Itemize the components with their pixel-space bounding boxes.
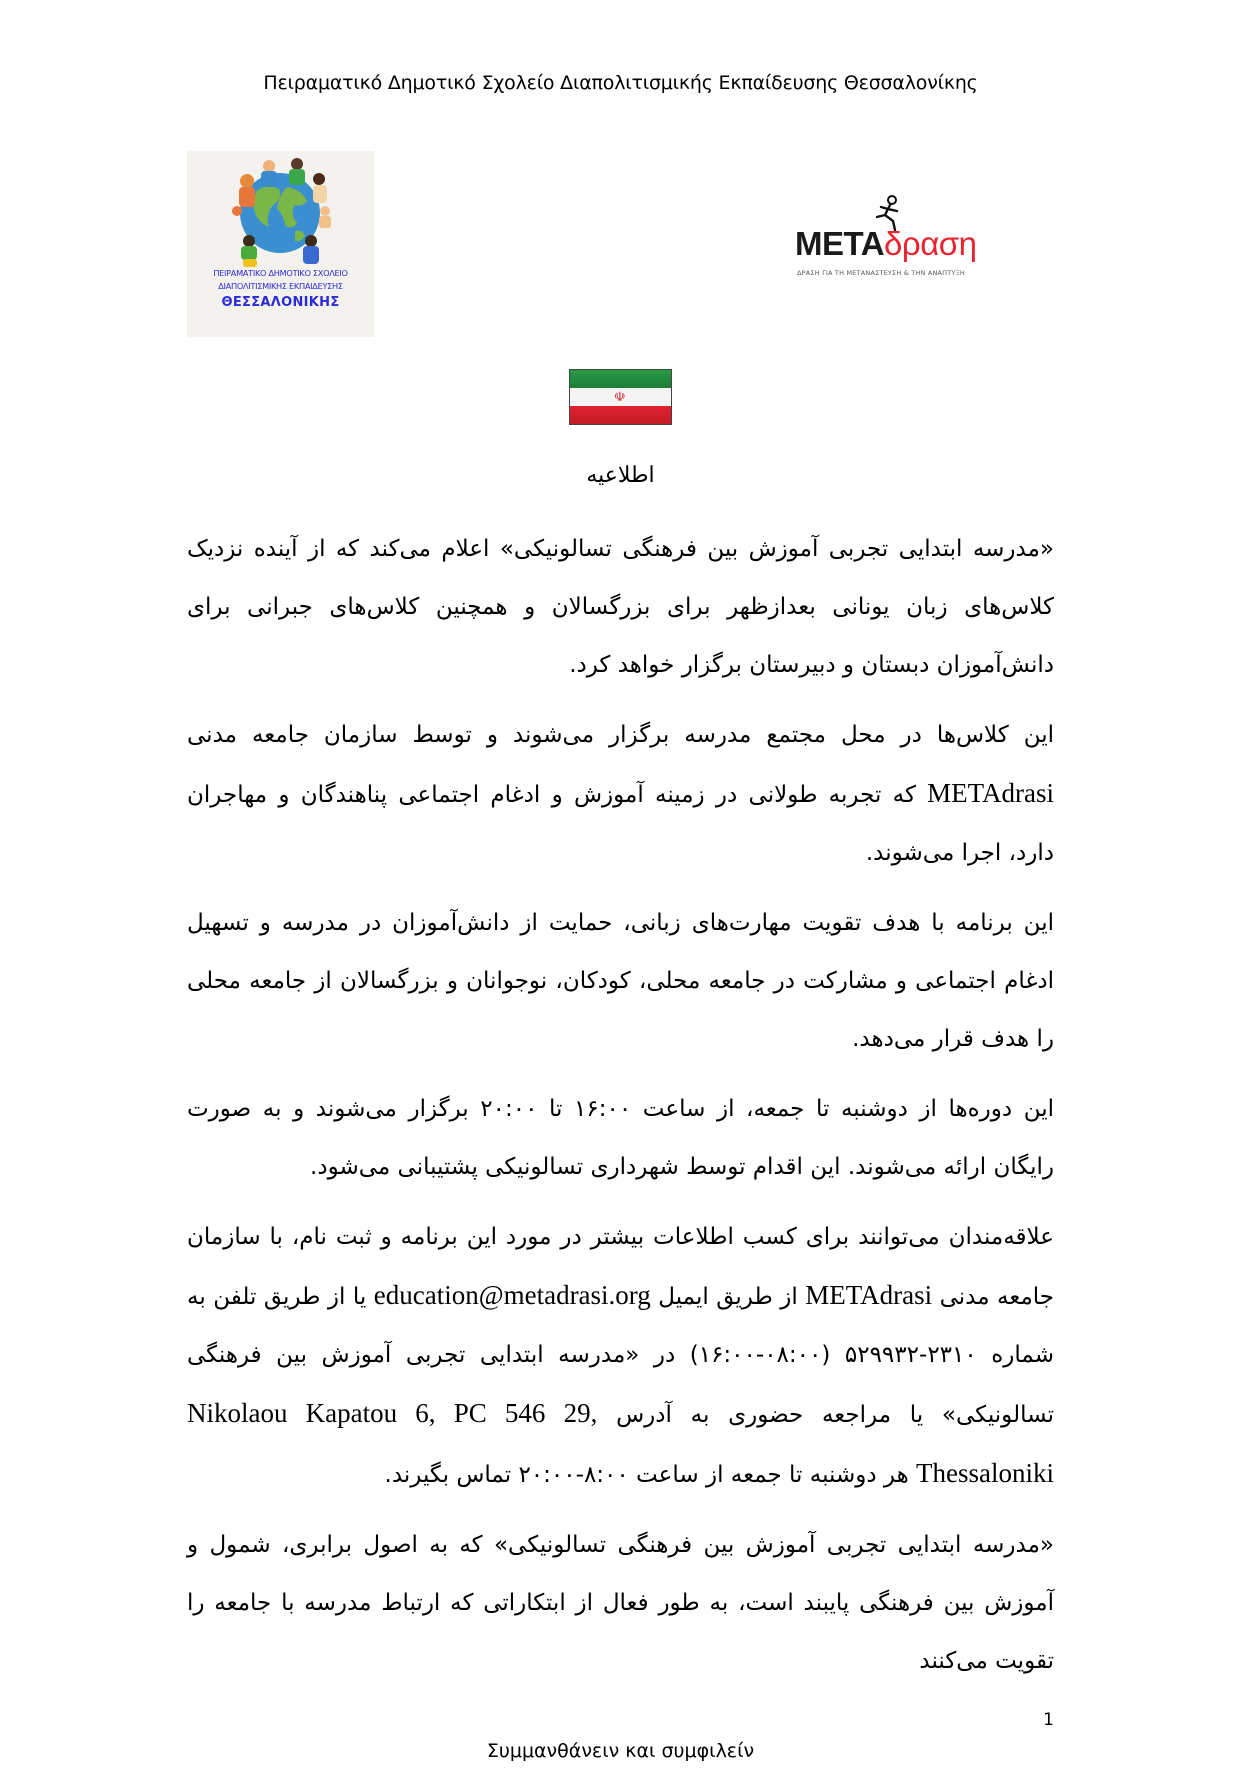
metadrasi-tagline: ΔΡΑΣΗ ΓΙΑ ΤΗ ΜΕΤΑΝΑΣΤΕΥΣΗ & ΤΗΝ ΑΝΑΠΤΥΞΗ [797, 269, 966, 277]
paragraph-6-text: «مدرسه ابتدایی تجربی آموزش بین فرهنگی تسالونیکی» که به اصول برابری، شمول و آموزش بین فرهنگی پایبند است، به طور فعال از ابتکاراتی که ارتباط مدرسه با جامعه را تقویت می‌کنند [187, 1532, 1054, 1674]
paragraph-3 [187, 894, 1054, 1068]
paragraph-4-text: این دوره‌ها از دوشنبه تا جمعه، از ساعت ۱۶:۰۰ تا ۲۰:۰۰ برگزار می‌شوند و به صورت رایگان ارائه می‌شوند. این اقدام توسط شهرداری تسالونیکی پشتیبانی می‌شود. [187, 1096, 1054, 1180]
paragraph-2-part-b: که تجربه طولانی در زمینه آموزش و ادغام اجتماعی پناهندگان و مهاجران دارد، اجرا می‌شوند. [187, 782, 1054, 866]
metadrasi-word-red: δραση [884, 225, 977, 262]
metadrasi-wordmark [795, 225, 977, 263]
page-number: 1 [1043, 1710, 1054, 1730]
page-footer-area [187, 1710, 1054, 1770]
paragraph-2 [187, 706, 1054, 882]
document-body [187, 520, 1054, 1770]
org-name: METAdrasi [927, 778, 1054, 808]
paragraph-5-part-b: از طریق ایمیل [650, 1284, 806, 1310]
metadrasi-logo [795, 195, 1005, 285]
document-footer: Συμμανθάνειν και συμφιλείν [486, 1740, 755, 1762]
org-name: METAdrasi [805, 1280, 933, 1310]
paragraph-2-text [187, 706, 1054, 882]
email-link[interactable]: education@metadrasi.org [373, 1280, 651, 1310]
school-logo-line-3: ΘΕΣΣΑΛΟΝΙΚΗΣ [221, 295, 340, 310]
paragraph-5-part-a: علاقه‌مندان می‌توانند برای کسب اطلاعات بیشتر در مورد این برنامه و ثبت نام، با سازمان جامعه مدنی [187, 1224, 1054, 1310]
flag-emblem-icon: ☫ [614, 388, 626, 404]
school-logo-line-2: ΔΙΑΠΟΛΙΤΙΣΜΙΚΗΣ ΕΚΠΑΙΔΕΥΣΗΣ [218, 281, 343, 291]
globe-children-circle-icon [187, 151, 374, 271]
paragraph-5 [187, 1208, 1054, 1504]
iran-flag-icon [569, 369, 672, 425]
document-title: اطلاعیه [586, 462, 655, 487]
paragraph-1-text: «مدرسه ابتدایی تجربی آموزش بین فرهنگی تسالونیکی» اعلام می‌کند که از آینده نزدیک کلاس‌های زبان یونانی بعدازظهر برای بزرگسالان و همچنین کلاس‌های جبرانی برای دانش‌آموزان دبستان و دبیرستان برگزار خواهد کرد. [187, 536, 1054, 678]
paragraph-2-part-a: این کلاس‌ها در محل مجتمع مدرسه برگزار می‌شوند و توسط سازمان جامعه مدنی [187, 722, 1054, 748]
paragraph-4 [187, 1080, 1054, 1196]
school-logo [187, 151, 374, 337]
paragraph-5-text [187, 1208, 1054, 1504]
flag-red-stripe [570, 406, 671, 424]
flag-green-stripe [570, 370, 671, 388]
paragraph-6 [187, 1516, 1054, 1690]
metadrasi-word-black: META [795, 225, 885, 262]
paragraph-3-text: این برنامه با هدف تقویت مهارت‌های زبانی، حمایت از دانش‌آموزان در مدرسه و تسهیل ادغام اجتماعی و مشارکت در جامعه محلی، کودکان، نوجوانان و بزرگسالان از جامعه محلی را هدف قرار می‌دهد. [187, 910, 1054, 1052]
paragraph-5-part-c: یا از طریق تلفن به شماره ۲۳۱۰-۵۲۹۹۳۲ (۰۸:۰۰-۱۶:۰۰) در «مدرسه ابتدایی تجربی آموزش بین فرهنگی تسالونیکی» یا مراجعه حضوری به آدرس [187, 1284, 1054, 1428]
document-header: Πειραματικό Δημοτικό Σχολείο Διαπολιτισμικής Εκπαίδευσης Θεσσαλονίκης [263, 72, 978, 94]
flag-white-stripe [570, 388, 671, 406]
address: Nikolaou Kapatou 6, PC 546 29, Thessaloniki [187, 1398, 1054, 1488]
paragraph-5-part-d: هر دوشنبه تا جمعه از ساعت ۸:۰۰-۲۰:۰۰ تماس بگیرند. [384, 1462, 917, 1488]
school-logo-line-1: ΠΕΙΡΑΜΑΤΙΚΟ ΔΗΜΟΤΙΚΟ ΣΧΟΛΕΙΟ [213, 268, 348, 278]
paragraph-1 [187, 520, 1054, 694]
